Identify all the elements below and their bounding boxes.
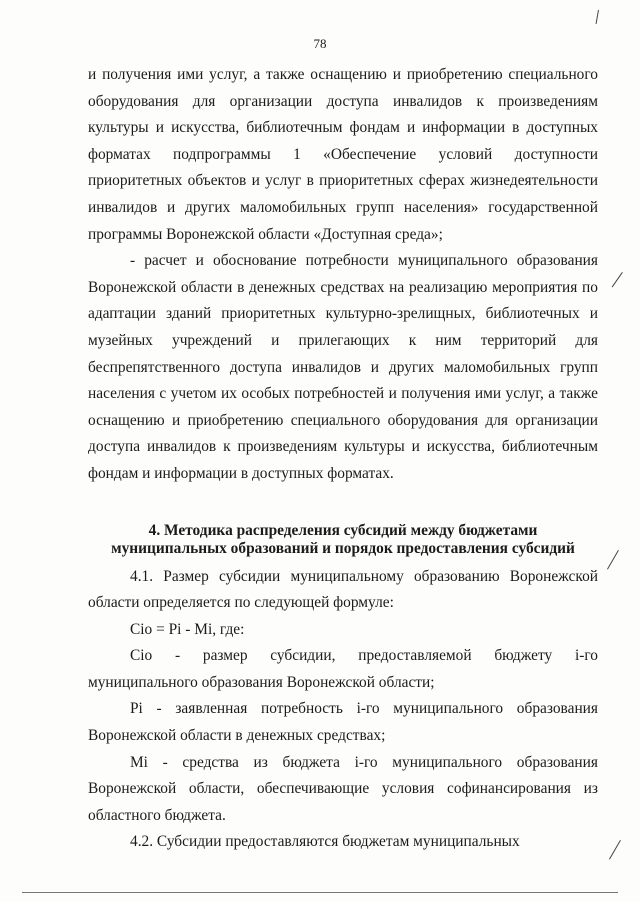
definition-cio: Сio - размер субсидии, предоставляемой бюджету i-го муниципального образования Воронежской области;	[88, 647, 598, 691]
paragraph-4-1: 4.1. Размер субсидии муниципальному образованию Воронежской области определяется по следующей формуле:	[88, 567, 598, 612]
scan-mark	[596, 10, 599, 24]
scan-mark	[609, 840, 621, 860]
definition-mi: Mi - средства из бюджета i-го муниципального образования Воронежской области, обеспечивающие условия софинансирования из областного бюджета.	[88, 753, 598, 824]
paragraph-4-2: 4.2. Субсидии предоставляются бюджетам муниципальных	[130, 833, 520, 851]
scan-mark	[607, 550, 619, 570]
definition-pi: Pi - заявленная потребность i-го муниципального образования Воронежской области в денежных средствах;	[88, 700, 598, 745]
document-body	[88, 62, 598, 856]
scan-border-line	[22, 892, 618, 893]
section-heading-line-1: 4. Методика распределения субсидий между бюджетами	[148, 521, 538, 539]
section-heading-line-2: муниципальных образований и порядок предоставления субсидий	[111, 539, 575, 557]
scan-mark	[612, 272, 623, 287]
formula: Сio = Pi - Mi, где:	[130, 620, 245, 638]
section-heading	[88, 522, 598, 558]
page-number: 78	[313, 36, 327, 51]
paragraph-calculation: - расчет и обоснование потребности муниципального образования Воронежской области в денежных средствах на реализацию мероприятия по адаптации зданий приоритетных культурно-зрелищных, библиотечных и музейных учреждений и прилегающих к ним территорий для беспрепятственного доступа инвалидов и других маломобильных групп населения с учетом их особых потребностей и получения ими услуг, а также оснащению и приобретению специального оборудования для организации доступа инвалидов к произведениям культуры и искусства, библиотечным фондам и информации в доступных форматах.	[88, 252, 598, 482]
paragraph-continuation: и получения ими услуг, а также оснащению и приобретению специального оборудования для организации доступа инвалидов к произведениям культуры и искусства, библиотечным фондам и информации в доступных форматах подпрограммы 1 «Обеспечение условий доступности приоритетных объектов и услуг в приоритетных сферах жизнедеятельности инвалидов и других маломобильных групп населения» государственной программы Воронежской области «Доступная среда»;	[88, 66, 598, 243]
